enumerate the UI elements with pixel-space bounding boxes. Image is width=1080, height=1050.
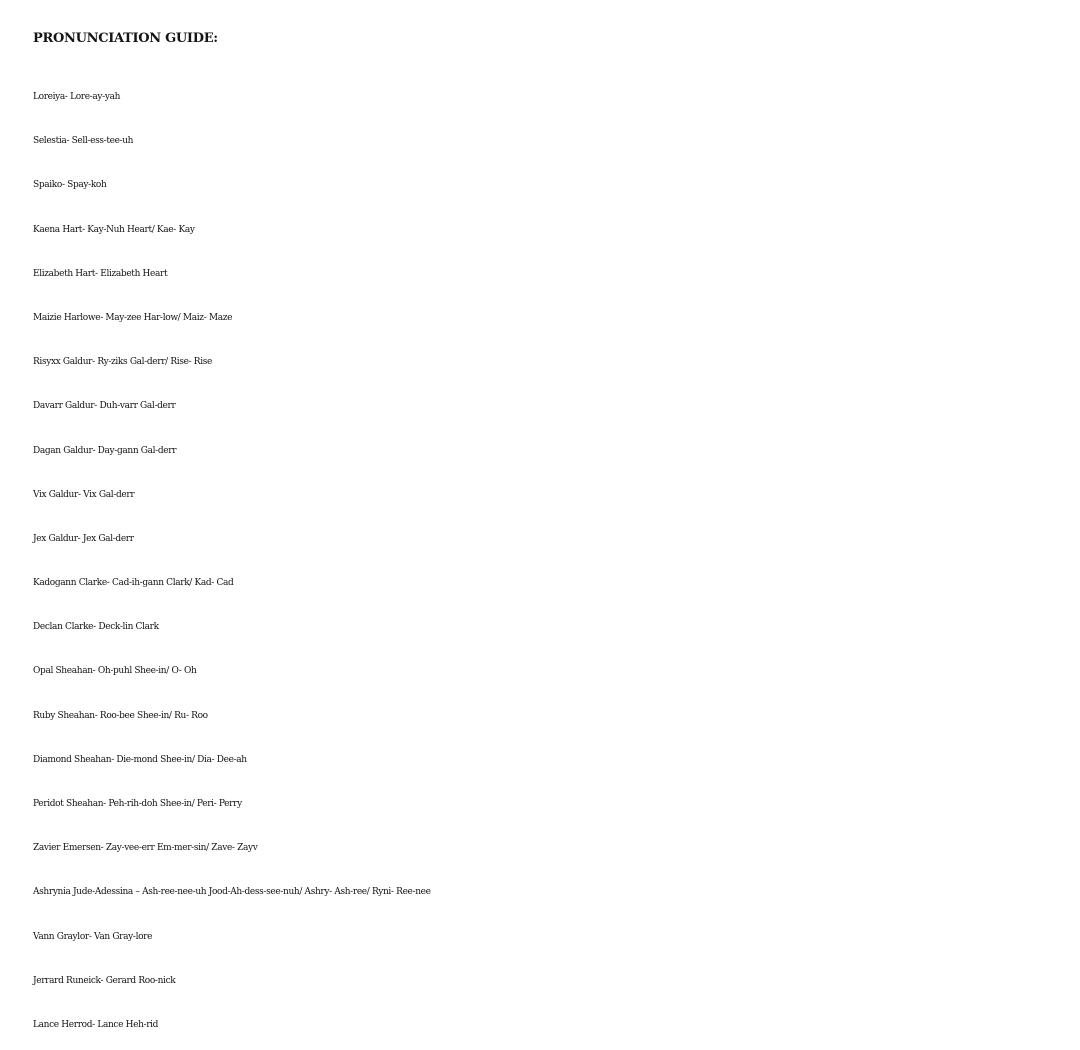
list-item: Vann Graylor- Van Gray-lore: [33, 931, 153, 942]
list-item: Elizabeth Hart- Elizabeth Heart: [33, 268, 168, 279]
list-item: Ashrynia Jude-Adessina – Ash-ree-nee-uh Jood-Ah-dess-see-nuh/ Ashry- Ash-ree/ Ryni- Ree-nee: [33, 887, 431, 898]
list-item: Declan Clarke- Deck-lin Clark: [33, 622, 159, 633]
list-item: Maizie Harlowe- May-zee Har-low/ Maiz- Maze: [33, 312, 233, 323]
list-item: Selestia- Sell-ess-tee-uh: [33, 136, 134, 147]
list-item: Diamond Sheahan- Die-mond Shee-in/ Dia- Dee-ah: [33, 754, 247, 765]
list-item: Jex Galdur- Jex Gal-derr: [33, 533, 134, 544]
list-item: Peridot Sheahan- Peh-rih-doh Shee-in/ Peri- Perry: [33, 799, 242, 809]
page-title: PRONUNCIATION GUIDE:: [33, 31, 218, 46]
list-item: Ruby Sheahan- Roo-bee Shee-in/ Ru- Roo: [33, 710, 208, 721]
list-item: Loreiya- Lore-ay-yah: [33, 92, 121, 102]
pronunciation-guide-document: [33, 22, 1073, 1050]
list-item: Lance Herrod- Lance Heh-rid: [33, 1019, 159, 1030]
entry-list: [33, 78, 1073, 1050]
list-item: Kadogann Clarke- Cad-ih-gann Clark/ Kad- Cad: [33, 578, 234, 589]
list-item: Vix Galdur- Vix Gal-derr: [33, 489, 135, 500]
list-item: Opal Sheahan- Oh-puhl Shee-in/ O- Oh: [33, 666, 197, 677]
list-item: Risyxx Galdur- Ry-ziks Gal-derr/ Rise- Rise: [33, 357, 212, 368]
list-item: Kaena Hart- Kay-Nuh Heart/ Kae- Kay: [33, 224, 195, 235]
list-item: Jerrard Runeick- Gerard Roo-nick: [33, 975, 176, 986]
list-item: Dagan Galdur- Day-gann Gal-derr: [33, 445, 177, 456]
list-item: Spaiko- Spay-koh: [33, 180, 107, 191]
list-item: Davarr Galdur- Duh-varr Gal-derr: [33, 401, 176, 412]
list-item: Zavier Emersen- Zay-vee-err Em-mer-sin/ Zave- Zayv: [33, 843, 258, 854]
